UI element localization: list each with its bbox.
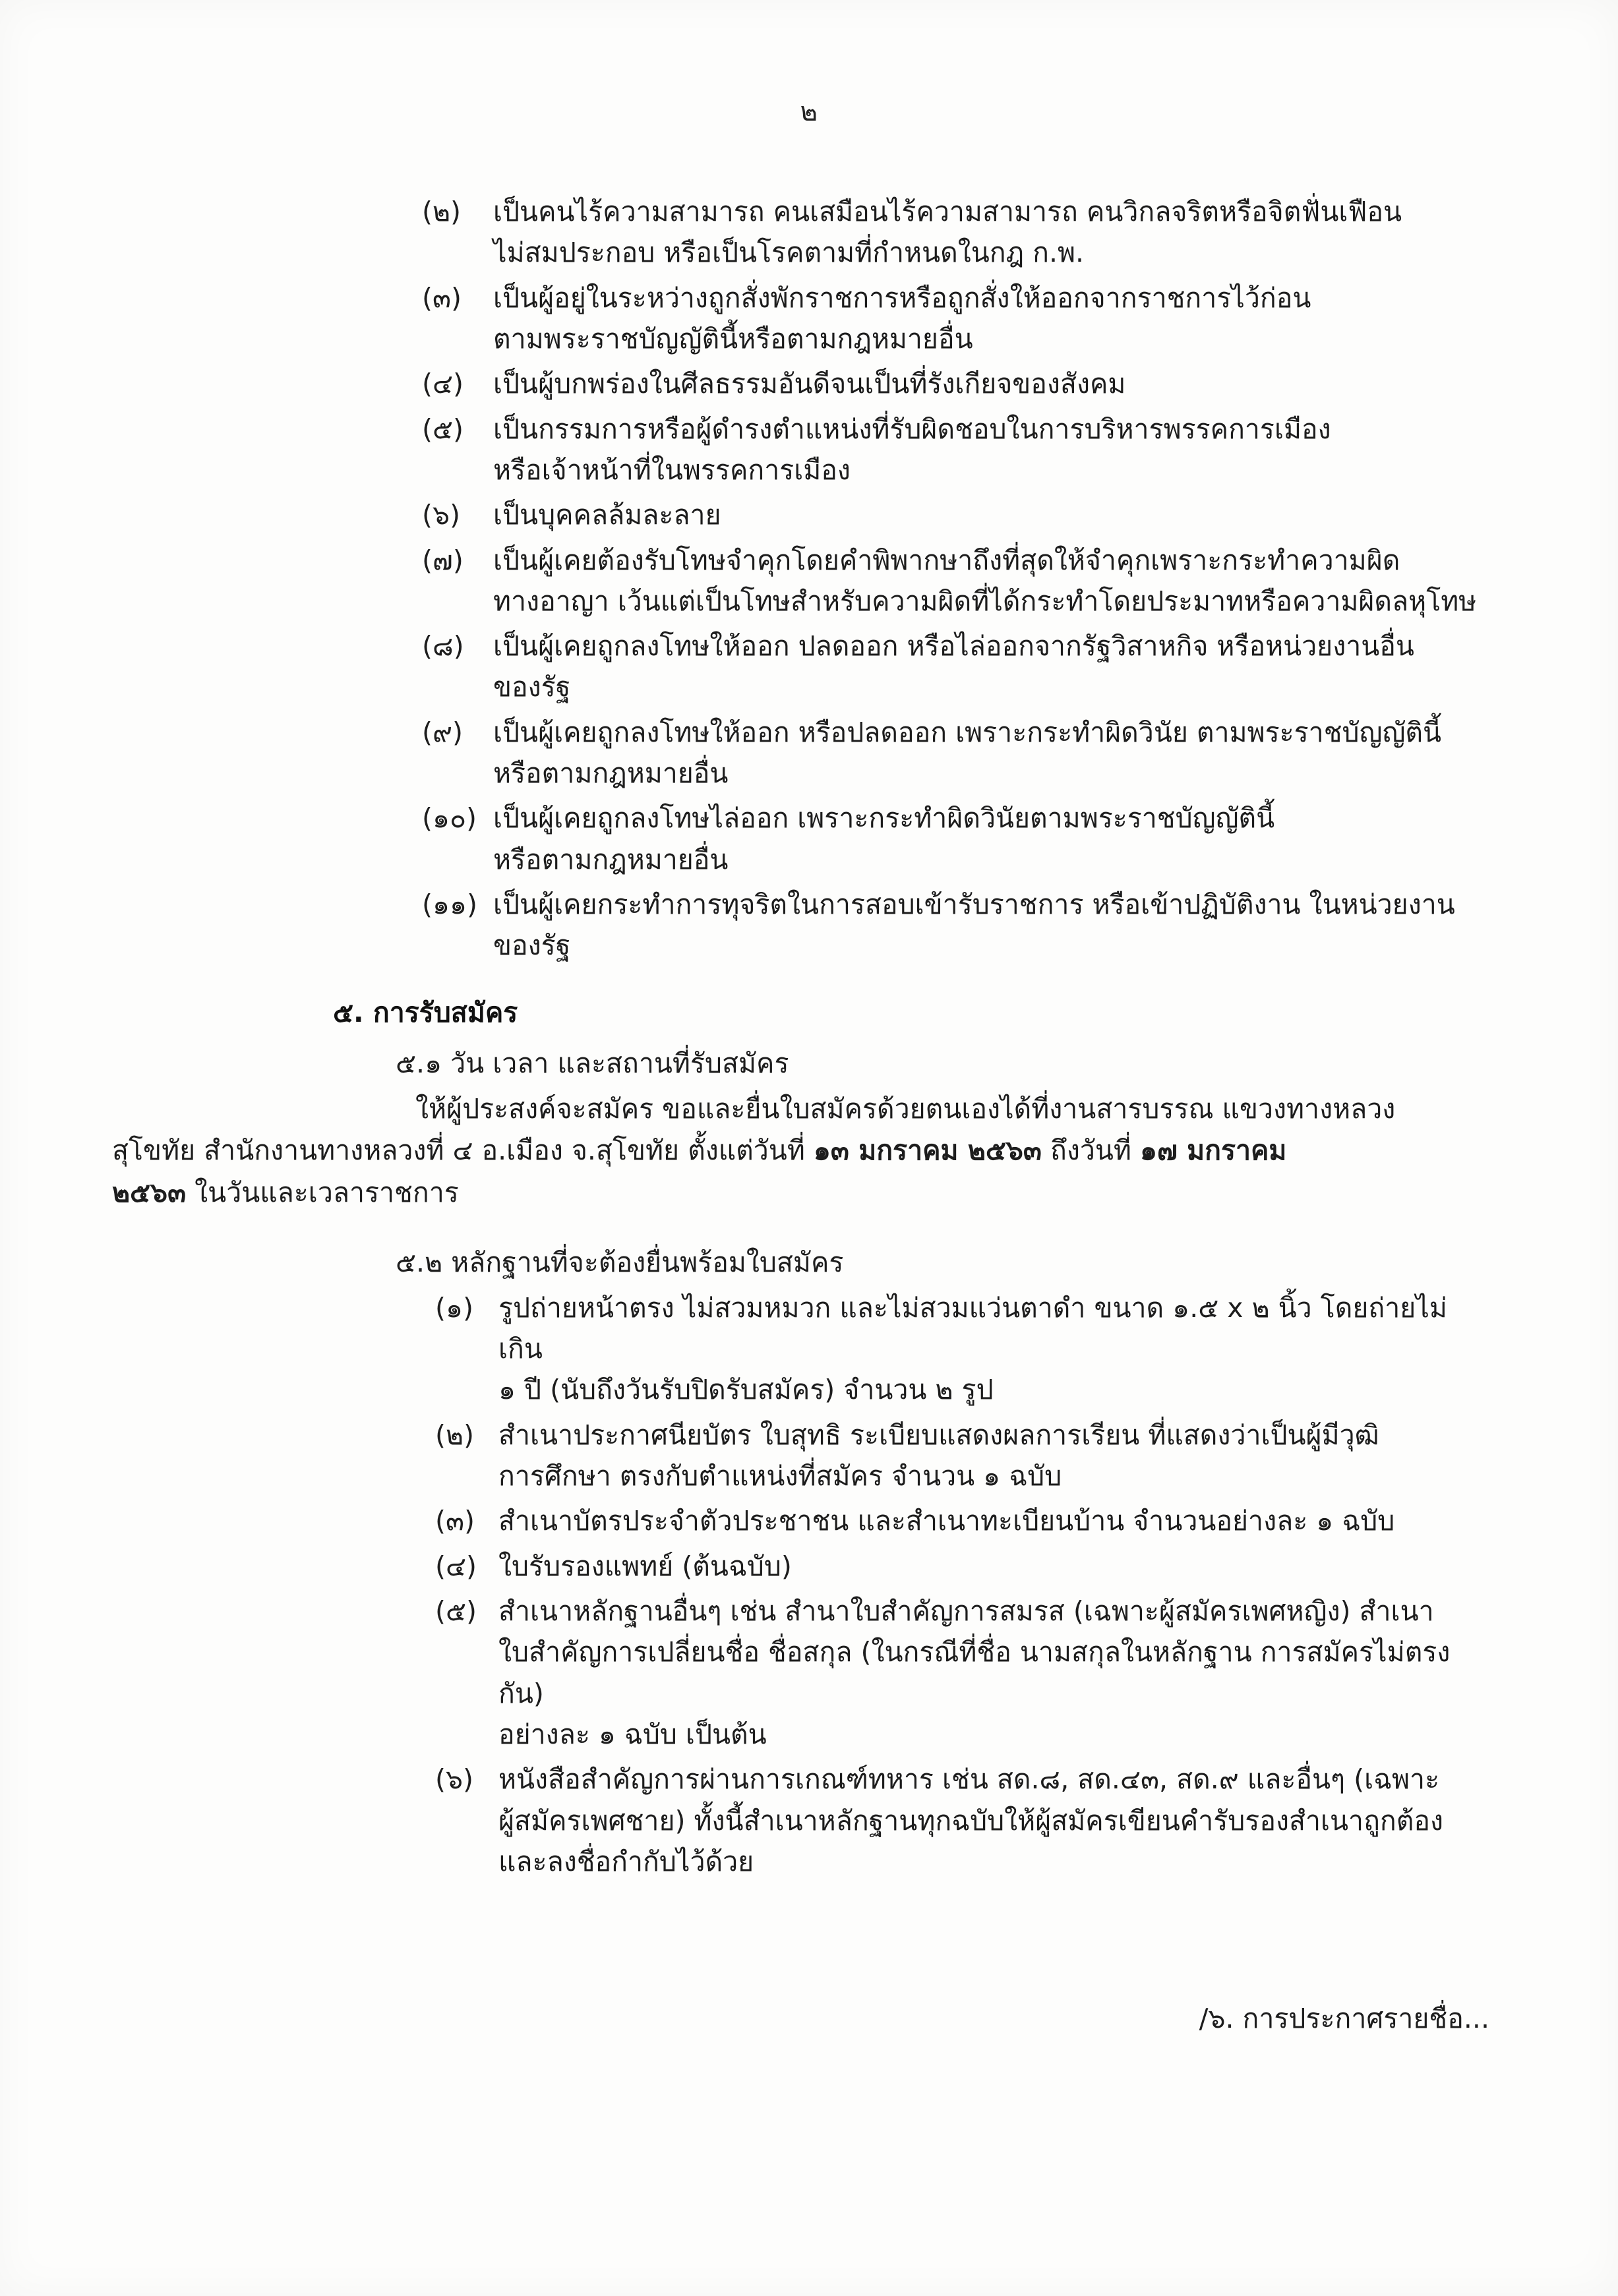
list-item <box>422 626 1490 708</box>
list-text <box>498 1287 1490 1411</box>
list-item <box>422 363 1451 404</box>
list-text <box>498 1500 1490 1541</box>
line: เป็นบุคคลล้มละลาย <box>493 499 721 531</box>
line: เป็นผู้บกพร่องในศีลธรรมอันดีจนเป็นที่รังเกียจของสังคม <box>493 368 1126 400</box>
list-item <box>422 884 1490 966</box>
line: เป็นผู้เคยต้องรับโทษจำคุกโดยคำพิพากษาถึงที่สุดให้จำคุกเพราะกระทำความผิด <box>493 544 1400 576</box>
list-text <box>498 1759 1490 1882</box>
list-text <box>493 409 1451 491</box>
list-marker: (๔) <box>435 1550 477 1582</box>
paragraph-line-2a: สุโขทัย สำนักงานทางหลวงที่ ๔ อ.เมือง จ.สุโขทัย ตั้งแต่วันที่ <box>112 1134 814 1167</box>
line: ๑ ปี (นับถึงวันรับปิดรับสมัคร) จำนวน ๒ รูป <box>498 1374 994 1406</box>
subsection-heading-5-1: ๕.๑ วัน เวลา และสถานที่รับสมัคร <box>396 1047 789 1080</box>
list-item <box>422 409 1451 491</box>
line: และลงชื่อกำกับไว้ด้วย <box>498 1845 754 1877</box>
line: รูปถ่ายหน้าตรง ไม่สวมหมวก และไม่สวมแว่นตาดำ ขนาด ๑.๕ x ๒ นิ้ว โดยถ่ายไม่เกิน <box>498 1291 1447 1365</box>
list-text <box>493 540 1490 622</box>
paragraph-line-2b: ถึงวันที่ <box>1041 1134 1140 1167</box>
line: ตามพระราชบัญญัตินี้หรือตามกฎหมายอื่น <box>493 322 973 355</box>
paragraph-line-3: ในวันและเวลาราชการ <box>186 1176 459 1208</box>
list-text <box>493 884 1490 966</box>
line: เป็นกรรมการหรือผู้ดำรงตำแหน่งที่รับผิดชอบในการบริหารพรรคการเมือง <box>493 413 1331 445</box>
line: สำเนาประกาศนียบัตร ใบสุทธิ ระเบียบแสดงผลการเรียน ที่แสดงว่าเป็นผู้มีวุฒิ <box>498 1419 1379 1451</box>
line: สำเนาบัตรประจำตัวประชาชน และสำเนาทะเบียนบ้าน จำนวนอย่างละ ๑ ฉบับ <box>498 1505 1395 1537</box>
list-text <box>493 278 1451 360</box>
line: หรือตามกฎหมายอื่น <box>493 843 729 875</box>
line: เป็นผู้เคยถูกลงโทษให้ออก หรือปลดออก เพราะกระทำผิดวินัย ตามพระราชบัญญัตินี้ <box>493 716 1442 748</box>
list-item <box>422 798 1490 880</box>
list-marker: (๕) <box>422 413 464 445</box>
list-item <box>435 1287 1490 1411</box>
list-item <box>422 540 1490 622</box>
list-text <box>493 798 1490 880</box>
list-item <box>435 1591 1490 1755</box>
list-item <box>422 191 1451 274</box>
line: เป็นผู้เคยถูกลงโทษให้ออก ปลดออก หรือไล่ออกจากรัฐวิสาหกิจ หรือหน่วยงานอื่น <box>493 630 1414 662</box>
line: ของรัฐ <box>493 671 571 703</box>
subsection-5-1-paragraph <box>112 1088 1503 1214</box>
list-text <box>493 712 1490 794</box>
line: อย่างละ ๑ ฉบับ เป็นต้น <box>498 1718 767 1750</box>
list-marker: (๑) <box>435 1291 474 1324</box>
list-marker: (๖) <box>435 1763 474 1796</box>
list-item <box>435 1415 1490 1497</box>
list-item <box>435 1759 1490 1882</box>
end-date-part2: ๒๕๖๓ <box>112 1176 187 1208</box>
start-date: ๑๓ มกราคม ๒๕๖๓ <box>813 1134 1042 1167</box>
list-text <box>493 191 1451 274</box>
list-marker: (๓) <box>422 281 462 314</box>
list-marker: (๗) <box>422 544 464 576</box>
list-item <box>422 494 1451 535</box>
list-text <box>493 626 1490 708</box>
list-marker: (๕) <box>435 1595 477 1627</box>
line: หรือตามกฎหมายอื่น <box>493 757 729 790</box>
line: ทางอาญา เว้นแต่เป็นโทษสำหรับความผิดที่ได้กระทำโดยประมาทหรือความผิดลหุโทษ <box>493 585 1477 617</box>
line: ของรัฐ <box>493 929 571 962</box>
list-marker: (๒) <box>435 1419 475 1451</box>
list-marker: (๙) <box>422 716 464 748</box>
line: หรือเจ้าหน้าที่ในพรรคการเมือง <box>493 454 851 486</box>
line: สำเนาหลักฐานอื่นๆ เช่น สำนาใบสำคัญการสมรส (เฉพาะผู้สมัครเพศหญิง) สำเนา <box>498 1595 1434 1627</box>
page-number: ๒ <box>800 97 818 127</box>
end-date-part1: ๑๗ มกราคม <box>1139 1134 1287 1167</box>
list-marker: (๖) <box>422 499 461 531</box>
list-marker: (๘) <box>422 630 464 662</box>
list-item <box>435 1546 1490 1587</box>
line: ใบสำคัญการเปลี่ยนชื่อ ชื่อสกุล (ในกรณีที่ชื่อ นามสกุลในหลักฐาน การสมัครไม่ตรงกัน) <box>498 1636 1451 1709</box>
list-marker: (๒) <box>422 196 462 227</box>
line: เป็นผู้เคยกระทำการทุจริตในการสอบเข้ารับราชการ หรือเข้าปฏิบัติงาน ในหน่วยงาน <box>493 889 1455 920</box>
list-marker: (๑๑) <box>422 889 478 920</box>
document-body <box>0 191 1618 1886</box>
line: เป็นผู้เคยถูกลงโทษไล่ออก เพราะกระทำผิดวินัยตามพระราชบัญญัตินี้ <box>493 802 1275 835</box>
page-footnote: /๖. การประกาศรายชื่อ... <box>1199 2003 1489 2034</box>
line: เป็นคนไร้ความสามารถ คนเสมือนไร้ความสามารถ คนวิกลจริตหรือจิตฟั่นเฟือน <box>493 196 1402 227</box>
paragraph-line-1: ให้ผู้ประสงค์จะสมัคร ขอและยื่นใบสมัครด้วยตนเองได้ที่งานสารบรรณ แขวงทางหลวง <box>415 1092 1396 1125</box>
list-text <box>498 1415 1490 1497</box>
line: เป็นผู้อยู่ในระหว่างถูกสั่งพักราชการหรือถูกสั่งให้ออกจากราชการไว้ก่อน <box>493 281 1311 314</box>
list-marker: (๔) <box>422 368 464 400</box>
list-text <box>493 363 1451 404</box>
list-text <box>498 1546 1490 1587</box>
line: ใบรับรองแพทย์ (ต้นฉบับ) <box>498 1550 792 1582</box>
subsection-heading-5-2: ๕.๒ หลักฐานที่จะต้องยื่นพร้อมใบสมัคร <box>396 1247 844 1279</box>
list-item <box>422 712 1490 794</box>
line: หนังสือสำคัญการผ่านการเกณฑ์ทหาร เช่น สด.๘, สด.๔๓, สด.๙ และอื่นๆ (เฉพาะ <box>498 1763 1440 1796</box>
list-marker: (๑๐) <box>422 802 477 835</box>
line: ผู้สมัครเพศชาย) ทั้งนี้สำเนาหลักฐานทุกฉบับให้ผู้สมัครเขียนคำรับรองสำเนาถูกต้อง <box>498 1804 1443 1837</box>
list-text <box>498 1591 1490 1755</box>
section-heading-5: ๕. การรับสมัคร <box>333 996 518 1028</box>
list-marker: (๓) <box>435 1505 475 1537</box>
list-text <box>493 494 1451 535</box>
line: การศึกษา ตรงกับตำแหน่งที่สมัคร จำนวน ๑ ฉบับ <box>498 1460 1062 1492</box>
list-item <box>422 278 1451 360</box>
line: ไม่สมประกอบ หรือเป็นโรคตามที่กำหนดในกฎ ก.พ. <box>493 237 1085 269</box>
list-item <box>435 1500 1490 1541</box>
